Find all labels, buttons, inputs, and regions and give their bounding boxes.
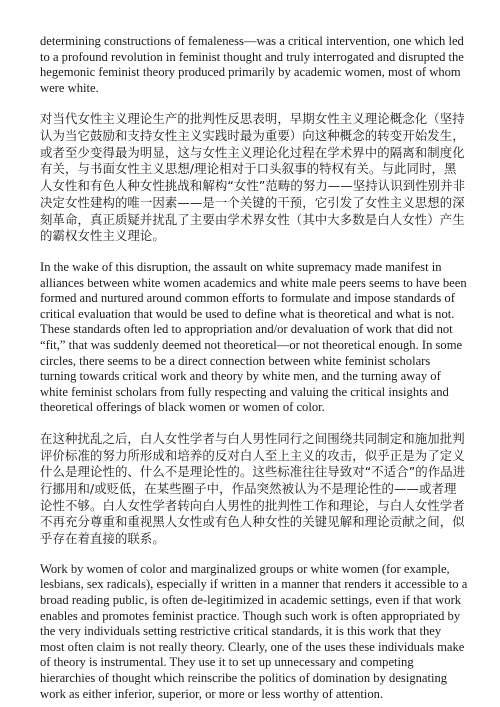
paragraph-chinese-1: 对当代女性主义理论生产的批判性反思表明，早期女性主义理论概念化（坚持认为当它鼓励和支持女性主义实践时最为重要）向这种概念的转变开始发生，或者至少变得最为明显，这与女性主义理论化过程在学术界中的隔离和制度化有关，与书面女性主义思想/理论相对于口头叙事的特权有关。与此同时，黑人女性和有色人种女性挑战和解构“女性”范畴的努力——坚持认识到性别并非决定女性建构的唯一因素——是一个关键的干预，它引发了女性主义思想的深刻革命，真正质疑并扰乱了主要由学术界女性（其中大多数是白人女性）产生的霸权女性主义理论。: [40, 111, 466, 244]
paragraph-english-1: determining constructions of femaleness—was a critical intervention, one which led to a profound revolution in feminist thought and truly interrogated and disrupted the hegemonic feminist theory produced primarily by academic women, most of whom were white.: [40, 34, 464, 95]
paragraph-chinese-2: 在这种扰乱之后，白人女性学者与白人男性同行之间围绕共同制定和施加批判评价标准的努力所形成和培养的反对白人至上主义的攻击，似乎正是为了定义什么是理论性的、什么不是理论性的。这些标准往往导致对“不适合”的作品进行挪用和/或贬低，在某些圈子中，作品突然被认为不是理论性的——或者理论性不够。白人女性学者转向白人男性的批判性工作和理论，与白人女性学者不再充分尊重和重视黑人女性或有色人种女性的关键见解和理论贡献之间，似乎存在着直接的联系。: [40, 430, 466, 547]
paragraph-english-2: In the wake of this disruption, the assault on white supremacy made manifest in alliances between white women academics and white male peers seems to have been formed and nurtured around common efforts to formulate and impose standards of critical evaluation that would be used to define what is theoretical and what is not. These standards often led to appropriation and/or devaluation of work that did not “fit,” that was suddenly deemed not theoretical—or not theoretical enough. In some circles, there seems to be a direct connection between white feminist scholars turning towards critical work and theory by white men, and the turning away of white feminist scholars from fully respecting and valuing the critical insights and theoretical offerings of black women or women of color.: [40, 260, 467, 415]
paragraph-english-3: Work by women of color and marginalized groups or white women (for example, lesbians, sex radicals), especially if written in a manner that renders it accessible to a broad reading public, is often de-legitimized in academic settings, even if that work enables and promotes feminist practice. Though such work is often appropriated by the very individuals setting restrictive critical standards, it is this work that they most often claim is not really theory. Clearly, one of the uses these individuals make of theory is instrumental. They use it to set up unnecessary and competing hierarchies of thought which reinscribe the politics of domination by designating work as either inferior, superior, or more or less worthy of attention.: [40, 561, 468, 701]
document-page: [40, 34, 468, 702]
